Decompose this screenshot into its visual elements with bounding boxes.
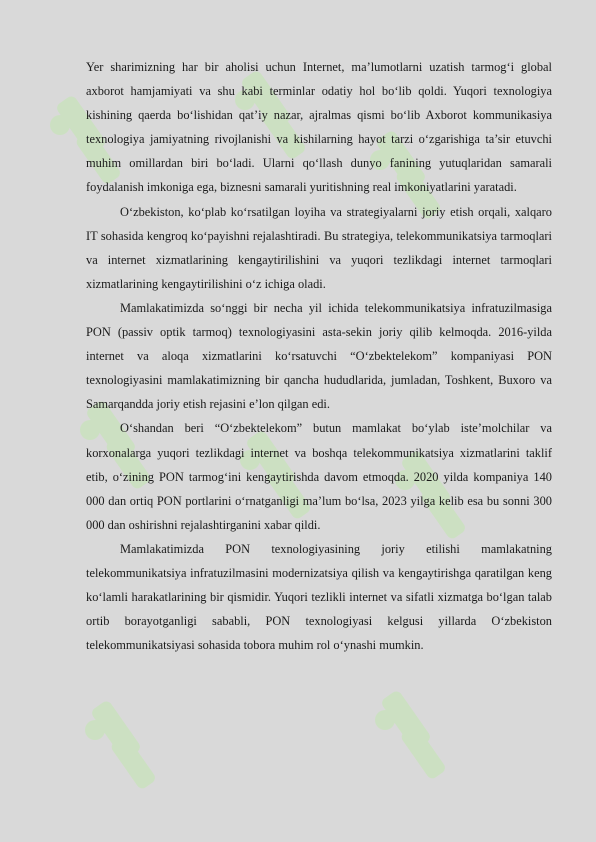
watermark-logo-icon: [365, 680, 455, 790]
document-body: [86, 55, 552, 657]
paragraph-5: Mamlakatimizda PON texnologiyasining joriy etilishi mamlakatning telekommunikatsiya infratuzilmasini modernizatsiya qilish va kengaytirishga qaratilgan keng ko‘lamli harakatlarining bir qismidir. Yuqori tezlikli internet va sifatli xizmatga bo‘lgan talab ortib borayotganligi sababli, PON texnologiyasi kelgusi yillarda O‘zbekiston telekommunikatsiyasi sohasida tobora muhim rol o‘ynashi mumkin.: [86, 541, 552, 653]
paragraph-1: Yer sharimizning har bir aholisi uchun Internet, ma’lumotlarni uzatish tarmog‘i global axborot hamjamiyati va shu kabi terminlar odatiy hol bo‘lib qoldi. Yuqori texnologiya kishining qaerda bo‘lishidan qat’iy nazar, ajralmas qismi bo‘lib Axborot kommunikasiya texnologiya jamiyatning rivojlanishi va kishilarning hayot tarzi o‘zgarishiga ta’sir etuvchi muhim omillardan biri bo‘ladi. Ularni qo‘llash dunyo fanining yutuqlaridan samarali foydalanish imkoniga ega, biznesni samarali yuritishning real imkoniyatlarini yaratadi.: [86, 60, 552, 195]
paragraph-2: O‘zbekiston, ko‘plab ko‘rsatilgan loyiha va strategiyalarni joriy etish orqali, xalqaro IT sohasida kengroq ko‘payishni rejalashtiradi. Bu strategiya, telekommunikatsiya tarmoqlari va internet xizmatlarining kengaytirilishini va yuqori tezlikdagi internet tarmoqlari xizmatlarining kengaytirilishini o‘z ichiga oladi.: [86, 204, 552, 291]
paragraph-3: Mamlakatimizda so‘nggi bir necha yil ichida telekommunikatsiya infratuzilmasiga PON (passiv optik tarmoq) texnologiyasini asta-sekin joriy qilib kelmoqda. 2016-yilda internet va aloqa xizmatlarini ko‘rsatuvchi “O‘zbektelekom” kompaniyasi PON texnologiyasini mamlakatimizning bir qancha hududlarida, jumladan, Toshkent, Buxoro va Samarqandda joriy etish rejasini e’lon qilgan edi.: [86, 300, 552, 412]
paragraph-4: O‘shandan beri “O‘zbektelekom” butun mamlakat bo‘ylab iste’molchilar va korxonalarga yuqori tezlikdagi internet va boshqa telekommunikatsiya xizmatlarini taklif etib, o‘zining PON tarmog‘ini kengaytirishda davom etmoqda. 2020 yilda kompaniya 140 000 dan ortiq PON portlarini o‘rnatganligi ma’lum bo‘lsa, 2023 yilga kelib esa bu sonni 300 000 dan oshirishni rejalashtirganini xabar qildi.: [86, 421, 552, 532]
watermark-logo-icon: [75, 690, 165, 800]
